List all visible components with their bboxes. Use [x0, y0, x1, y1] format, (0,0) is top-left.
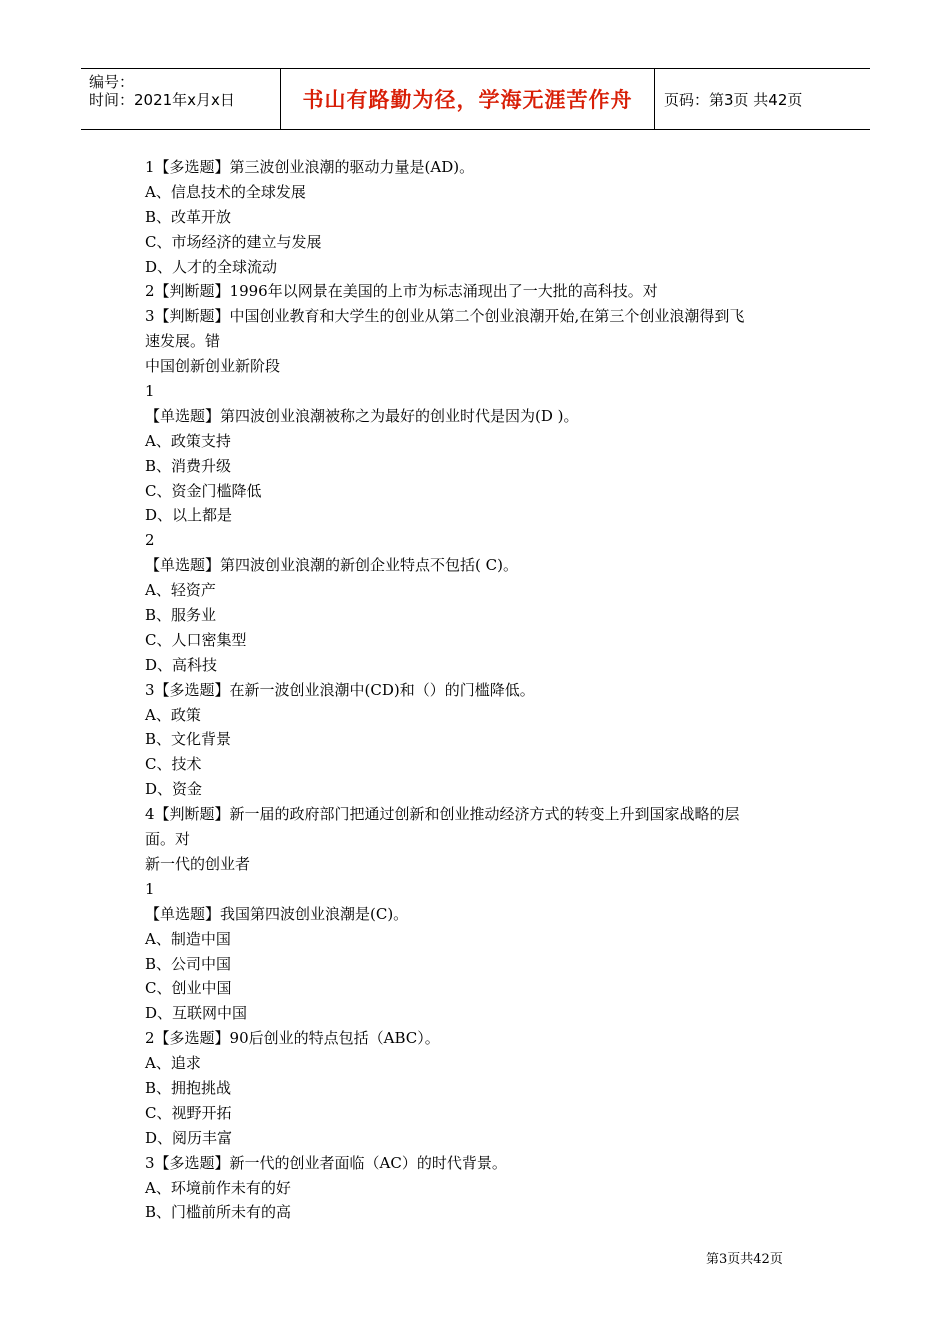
- header-meta-cell: [81, 69, 281, 129]
- text-line: C、资金门槛降低: [145, 481, 262, 500]
- serial-label: 编号：: [89, 73, 135, 91]
- time-label: 时间：2021年x月x日: [89, 91, 235, 109]
- text-line: 1: [145, 879, 155, 898]
- text-line: 3【多选题】在新一波创业浪潮中(CD)和（）的门槛降低。: [145, 680, 535, 699]
- motto-text: 书山有路勤为径，学海无涯苦作舟: [302, 88, 633, 112]
- text-line: 1【多选题】第三波创业浪潮的驱动力量是(AD)。: [145, 158, 475, 176]
- text-line: D、人才的全球流动: [145, 257, 278, 276]
- text-line: D、互联网中国: [145, 1004, 248, 1023]
- text-line: 2: [145, 531, 155, 550]
- text-line: B、文化背景: [145, 730, 232, 749]
- text-line: A、政策支持: [145, 431, 231, 450]
- text-line: 2【判断题】1996年以网景在美国的上市为标志涌现出了一大批的高科技。对: [145, 282, 658, 301]
- text-line: 1: [145, 382, 155, 401]
- text-line: A、轻资产: [145, 581, 216, 600]
- text-line: D、高科技: [145, 655, 218, 674]
- document-body: [145, 155, 825, 1225]
- header-motto-cell: [281, 69, 655, 129]
- text-line: 【单选题】第四波创业浪潮被称之为最好的创业时代是因为(D )。: [145, 406, 579, 425]
- text-line: C、人口密集型: [145, 630, 247, 649]
- text-line: 3【判断题】中国创业教育和大学生的创业从第二个创业浪潮开始,在第三个创业浪潮得到飞: [145, 307, 745, 326]
- page-header: [81, 68, 870, 130]
- text-line: B、公司中国: [145, 954, 232, 973]
- text-line: 【单选题】第四波创业浪潮的新创企业特点不包括( C)。: [145, 556, 518, 575]
- text-line: A、政策: [145, 705, 201, 724]
- page-info: 页码：第3页 共42页: [664, 90, 803, 109]
- text-line: 面。对: [145, 830, 191, 849]
- text-line: C、技术: [145, 755, 202, 774]
- text-line: 2【多选题】90后创业的特点包括（ABC）。: [145, 1029, 440, 1048]
- text-line: B、改革开放: [145, 207, 232, 226]
- header-page-cell: [655, 69, 870, 129]
- text-line: D、阅历丰富: [145, 1128, 233, 1147]
- text-line: B、拥抱挑战: [145, 1078, 232, 1097]
- text-line: B、门槛前所未有的高: [145, 1203, 292, 1222]
- text-line: 中国创新创业新阶段: [145, 357, 281, 376]
- text-line: C、视野开拓: [145, 1103, 232, 1122]
- text-line: C、创业中国: [145, 979, 232, 998]
- text-line: D、资金: [145, 780, 203, 799]
- text-line: A、制造中国: [145, 929, 231, 948]
- text-line: A、追求: [145, 1054, 201, 1073]
- text-line: D、以上都是: [145, 506, 233, 525]
- text-line: 【单选题】我国第四波创业浪潮是(C)。: [145, 904, 409, 923]
- text-line: A、信息技术的全球发展: [145, 182, 306, 201]
- text-line: 3【多选题】新一代的创业者面临（AC）的时代背景。: [145, 1153, 507, 1172]
- text-line: B、消费升级: [145, 456, 232, 475]
- text-line: 速发展。错: [145, 332, 221, 351]
- text-line: B、服务业: [145, 606, 217, 625]
- text-line: C、市场经济的建立与发展: [145, 232, 322, 251]
- page-footer: 第3页共42页: [706, 1252, 783, 1267]
- text-line: A、环境前作未有的好: [145, 1178, 291, 1197]
- text-line: 新一代的创业者: [145, 854, 251, 873]
- text-line: 4【判断题】新一届的政府部门把通过创新和创业推动经济方式的转变上升到国家战略的层: [145, 805, 740, 824]
